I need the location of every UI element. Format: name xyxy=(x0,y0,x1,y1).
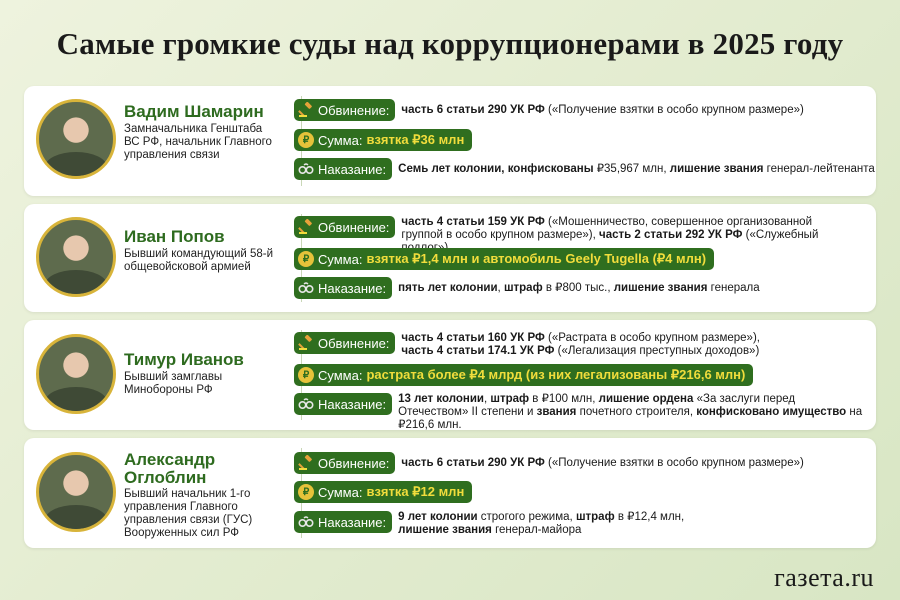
charge-label: Обвинение: xyxy=(318,455,390,471)
person-card-popov xyxy=(24,204,876,312)
person-role: Бывший замглавы Минобороны РФ xyxy=(124,371,223,396)
charge-badge xyxy=(294,216,395,238)
site-logo: газета.ru xyxy=(774,563,874,592)
handcuffs-icon xyxy=(298,396,314,412)
charge-label: Обвинение: xyxy=(318,335,390,351)
avatar xyxy=(36,99,116,179)
ruble-coin-icon: ₽ xyxy=(298,251,314,267)
charge-badge xyxy=(294,99,395,121)
avatar xyxy=(36,452,116,532)
charge-text: часть 6 статьи 290 УК РФ («Получение взятки в особо крупном размере») xyxy=(401,103,804,116)
gavel-icon xyxy=(298,455,314,471)
ruble-coin-icon: ₽ xyxy=(298,367,314,383)
sum-label: Сумма: xyxy=(318,367,363,383)
sum-badge xyxy=(294,364,753,386)
gavel-icon xyxy=(298,219,314,235)
sum-value: взятка ₽12 млн xyxy=(366,484,465,499)
person-name: Иван Попов xyxy=(124,227,225,246)
person-role: Бывший командующий 58-й общевойсковой армией xyxy=(124,248,274,273)
person-role: Бывший начальник 1-го управления Главного управления связи (ГУС) Вооруженных сил РФ xyxy=(124,488,253,539)
sum-badge xyxy=(294,248,714,270)
punishment-text: Семь лет колонии, конфискованы ₽35,967 млн, лишение звания генерал-лейтенанта xyxy=(398,162,875,175)
person-role: Замначальника Генштаба ВС РФ, начальник Главного управления связи xyxy=(124,123,272,161)
avatar xyxy=(36,217,116,297)
person-card-ogloblin xyxy=(24,438,876,548)
charge-label: Обвинение: xyxy=(318,102,390,118)
handcuffs-icon xyxy=(298,161,314,177)
punishment-text: 9 лет колонии строгого режима, штраф в ₽12,4 млн, лишение звания генерал-майора xyxy=(398,511,685,536)
ruble-coin-icon: ₽ xyxy=(298,132,314,148)
sum-label: Сумма: xyxy=(318,251,363,267)
person-card-ivanov xyxy=(24,320,876,430)
person-name: Тимур Иванов xyxy=(124,350,244,369)
punishment-badge xyxy=(294,393,392,415)
charge-badge xyxy=(294,452,395,474)
sum-value: взятка ₽36 млн xyxy=(366,132,465,147)
charge-badge xyxy=(294,332,395,354)
punishment-label: Наказание: xyxy=(318,161,387,177)
punishment-badge xyxy=(294,277,392,299)
punishment-label: Наказание: xyxy=(318,396,387,412)
handcuffs-icon xyxy=(298,514,314,530)
avatar xyxy=(36,334,116,414)
person-name: Вадим Шамарин xyxy=(124,102,264,121)
page-title: Самые громкие суды над коррупционерами в 2025 году xyxy=(56,26,844,61)
punishment-badge xyxy=(294,511,392,533)
sum-value: взятка ₽1,4 млн и автомобиль Geely Tugella (₽4 млн) xyxy=(366,251,707,266)
punishment-label: Наказание: xyxy=(318,280,387,296)
sum-label: Сумма: xyxy=(318,484,363,500)
punishment-text: пять лет колонии, штраф в ₽800 тыс., лишение звания генерала xyxy=(398,281,760,294)
person-card-shamarin xyxy=(24,86,876,196)
punishment-badge xyxy=(294,158,392,180)
person-name: Александр Оглоблин xyxy=(124,450,216,487)
charge-text: часть 4 статьи 159 УК РФ («Мошенничество, совершенное организованной группой в особо крупном размере»), часть 2 статьи 292 УК РФ («Служебный xyxy=(401,216,819,241)
sum-value: растрата более ₽4 млрд (из них легализованы ₽216,6 млн) xyxy=(366,367,746,382)
gavel-icon xyxy=(298,335,314,351)
punishment-text: 13 лет колонии, штраф в ₽100 млн, лишение ордена «За заслуги перед Отечеством» II степени и звания почетного строителя, конфисковано имущество на ₽216,6 млн. xyxy=(398,393,863,431)
handcuffs-icon xyxy=(298,280,314,296)
charge-label: Обвинение: xyxy=(318,219,390,235)
charge-text: часть 6 статьи 290 УК РФ («Получение взятки в особо крупном размере») xyxy=(401,456,804,469)
ruble-coin-icon: ₽ xyxy=(298,484,314,500)
sum-label: Сумма: xyxy=(318,132,363,148)
punishment-label: Наказание: xyxy=(318,514,387,530)
gavel-icon xyxy=(298,102,314,118)
sum-badge xyxy=(294,129,472,151)
sum-badge xyxy=(294,481,472,503)
charge-text: часть 4 статьи 160 УК РФ («Растрата в особо крупном размере»), часть 4 статьи 174.1 УК РФ («Легализация преступных доходов») xyxy=(401,332,760,357)
